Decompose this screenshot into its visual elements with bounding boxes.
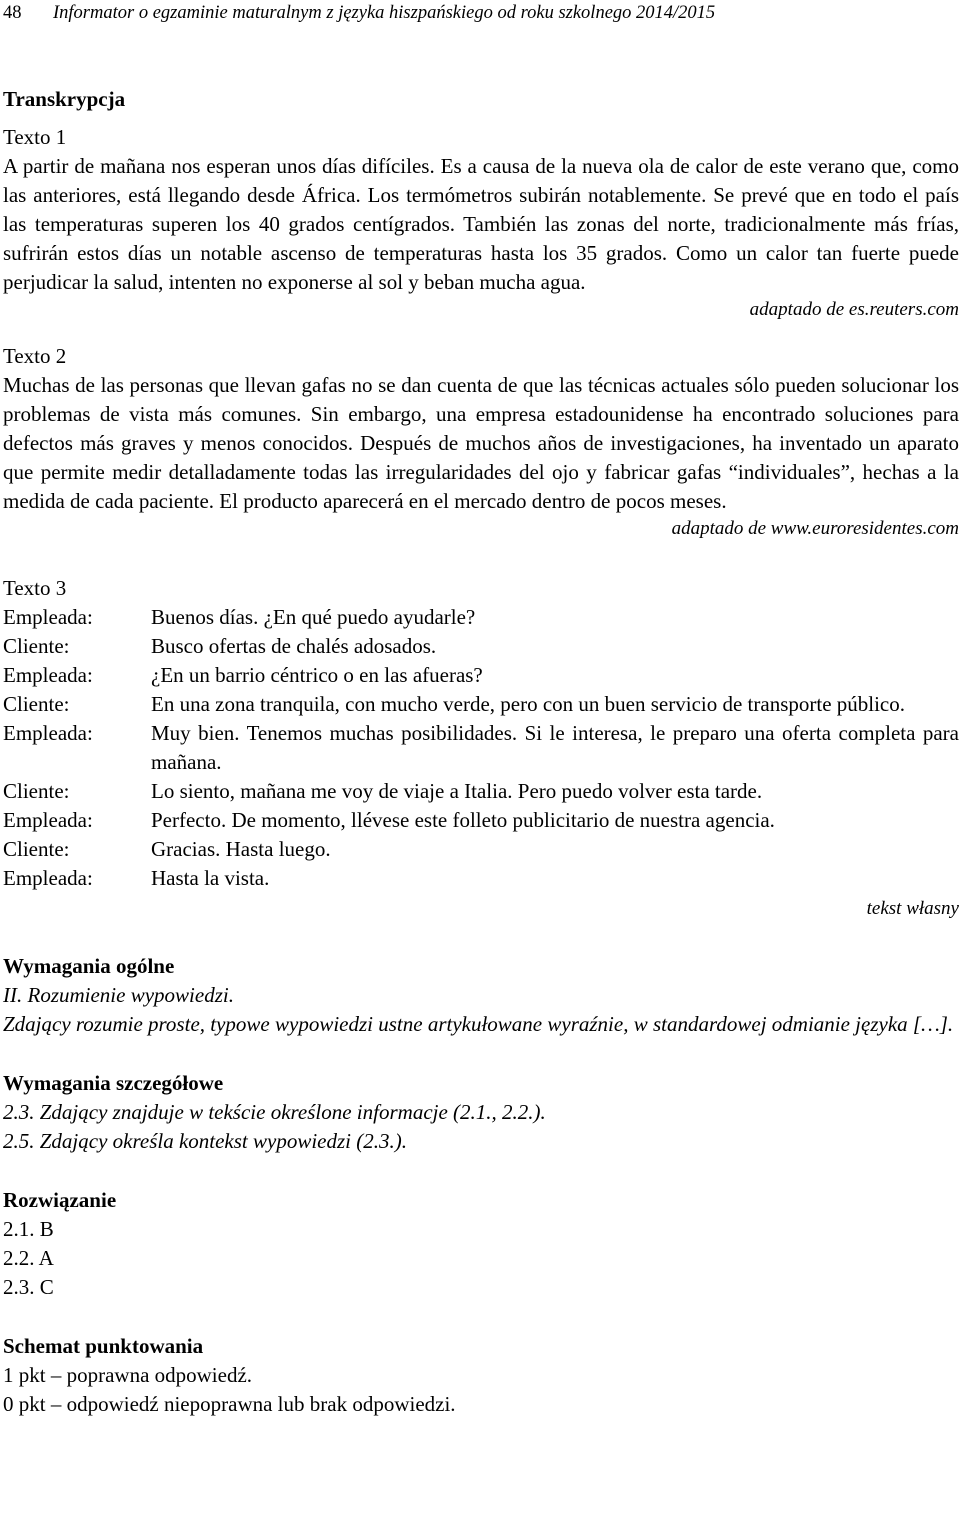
- dialog-line: Muy bien. Tenemos muchas posibilidades. Si le interesa, le preparo una oferta completa para mañana.: [151, 721, 959, 774]
- dialog-speaker: Empleada:: [3, 866, 93, 890]
- dialog-speaker: Empleada:: [3, 605, 93, 629]
- schemat-item: 1 pkt – poprawna odpowiedź.: [3, 1363, 253, 1387]
- dialog-line: Buenos días. ¿En qué puedo ayudarle?: [151, 605, 476, 629]
- dialog-speaker: Cliente:: [3, 634, 70, 658]
- dialog-line: Perfecto. De momento, llévese este folleto publicitario de nuestra agencia.: [151, 808, 775, 832]
- dialog: [3, 603, 959, 893]
- dialog-speaker: Cliente:: [3, 837, 70, 861]
- texto-1-body: A partir de mañana nos esperan unos días difíciles. Es a causa de la nueva ola de calor de este verano que, como las anteriores, está llegando desde África. Los termómetros subirán notablemente. Se prevé que en todo el país las temperaturas superen los 40 grados centígrados. También las zonas del norte, tradicionalmente más frías, sufrirán estos días un notable ascenso de temperaturas hasta los 35 grados. Como un calor tan fuerte puede perjudicar la salud, intenten no exponerse al sol y beban mucha agua.: [3, 154, 959, 294]
- dialog-line: En una zona tranquila, con mucho verde, pero con un buen servicio de transporte público.: [151, 692, 906, 716]
- wymagania-ogolne-line-1: II. Rozumienie wypowiedzi.: [3, 983, 234, 1007]
- schemat-punktowania-title: Schemat punktowania: [3, 1334, 204, 1358]
- wymagania-szczegolowe-section: [3, 1069, 959, 1156]
- rozwiazanie-item: 2.3. C: [3, 1275, 54, 1299]
- rozwiazanie-title: Rozwiązanie: [3, 1188, 117, 1212]
- texto-2-body: Muchas de las personas que llevan gafas no se dan cuenta de que las técnicas actuales sólo pueden solucionar los problemas de vista más comunes. Sin embargo, una empresa estadounidense ha encontrado soluciones para defectos más graves y menos conocidos. Después de muchos años de investigaciones, ha inventado un aparato que permite medir detalladamente todas las irregularidades del ojo y fabricar gafas “individuales”, hechas a la medida de cada paciente. El producto aparecerá en el mercado dentro de pocos meses.: [3, 373, 959, 513]
- dialog-speaker: Empleada:: [3, 721, 93, 745]
- texto-2-label: Texto 2: [3, 344, 67, 368]
- schemat-punktowania-section: [3, 1332, 959, 1419]
- wymagania-ogolne-section: [3, 952, 959, 1039]
- dialog-line: Busco ofertas de chalés adosados.: [151, 634, 437, 658]
- wymaganie-item: 2.3. Zdający znajduje w tekście określone informacje (2.1., 2.2.).: [3, 1100, 546, 1124]
- wymagania-ogolne-line-2: Zdający rozumie proste, typowe wypowiedzi ustne artykułowane wyraźnie, w standardowej odmianie języka […].: [3, 1012, 954, 1036]
- texto-2-source: adaptado de www.euroresidentes.com: [671, 518, 959, 539]
- dialog-line: Gracias. Hasta luego.: [151, 837, 331, 861]
- dialog-speaker: Empleada:: [3, 663, 93, 687]
- document-page: [3, 0, 959, 1419]
- wymagania-szczegolowe-title: Wymagania szczegółowe: [3, 1071, 224, 1095]
- dialog-line: Lo siento, mañana me voy de viaje a Italia. Pero puedo volver esta tarde.: [151, 779, 763, 803]
- dialog-line: ¿En un barrio céntrico o en las afueras?: [151, 663, 483, 687]
- texto-1-label: Texto 1: [3, 125, 67, 149]
- rozwiazanie-section: [3, 1186, 959, 1302]
- dialog-speaker: Cliente:: [3, 692, 70, 716]
- texto-3-label: Texto 3: [3, 576, 67, 600]
- dialog-line: Hasta la vista.: [151, 866, 270, 890]
- schemat-item: 0 pkt – odpowiedź niepoprawna lub brak odpowiedzi.: [3, 1392, 456, 1416]
- dialog-speaker: Empleada:: [3, 808, 93, 832]
- running-header: [3, 0, 959, 26]
- dialog-speaker: Cliente:: [3, 779, 70, 803]
- wymagania-ogolne-title: Wymagania ogólne: [3, 954, 175, 978]
- header-title: Informator o egzaminie maturalnym z języka hiszpańskiego od roku szkolnego 2014/2015: [53, 3, 716, 23]
- page-number: 48: [3, 3, 22, 23]
- texto-1-source: adaptado de es.reuters.com: [749, 299, 959, 320]
- texto-1-section: [3, 123, 959, 323]
- texto-2-section: [3, 342, 959, 542]
- texto-3-source: tekst własny: [866, 898, 959, 919]
- rozwiazanie-item: 2.2. A: [3, 1246, 54, 1270]
- rozwiazanie-item: 2.1. B: [3, 1217, 54, 1241]
- transkrypcja-title: Transkrypcja: [3, 87, 126, 111]
- texto-3-section: [3, 574, 959, 922]
- wymaganie-item: 2.5. Zdający określa kontekst wypowiedzi (2.3.).: [3, 1129, 407, 1153]
